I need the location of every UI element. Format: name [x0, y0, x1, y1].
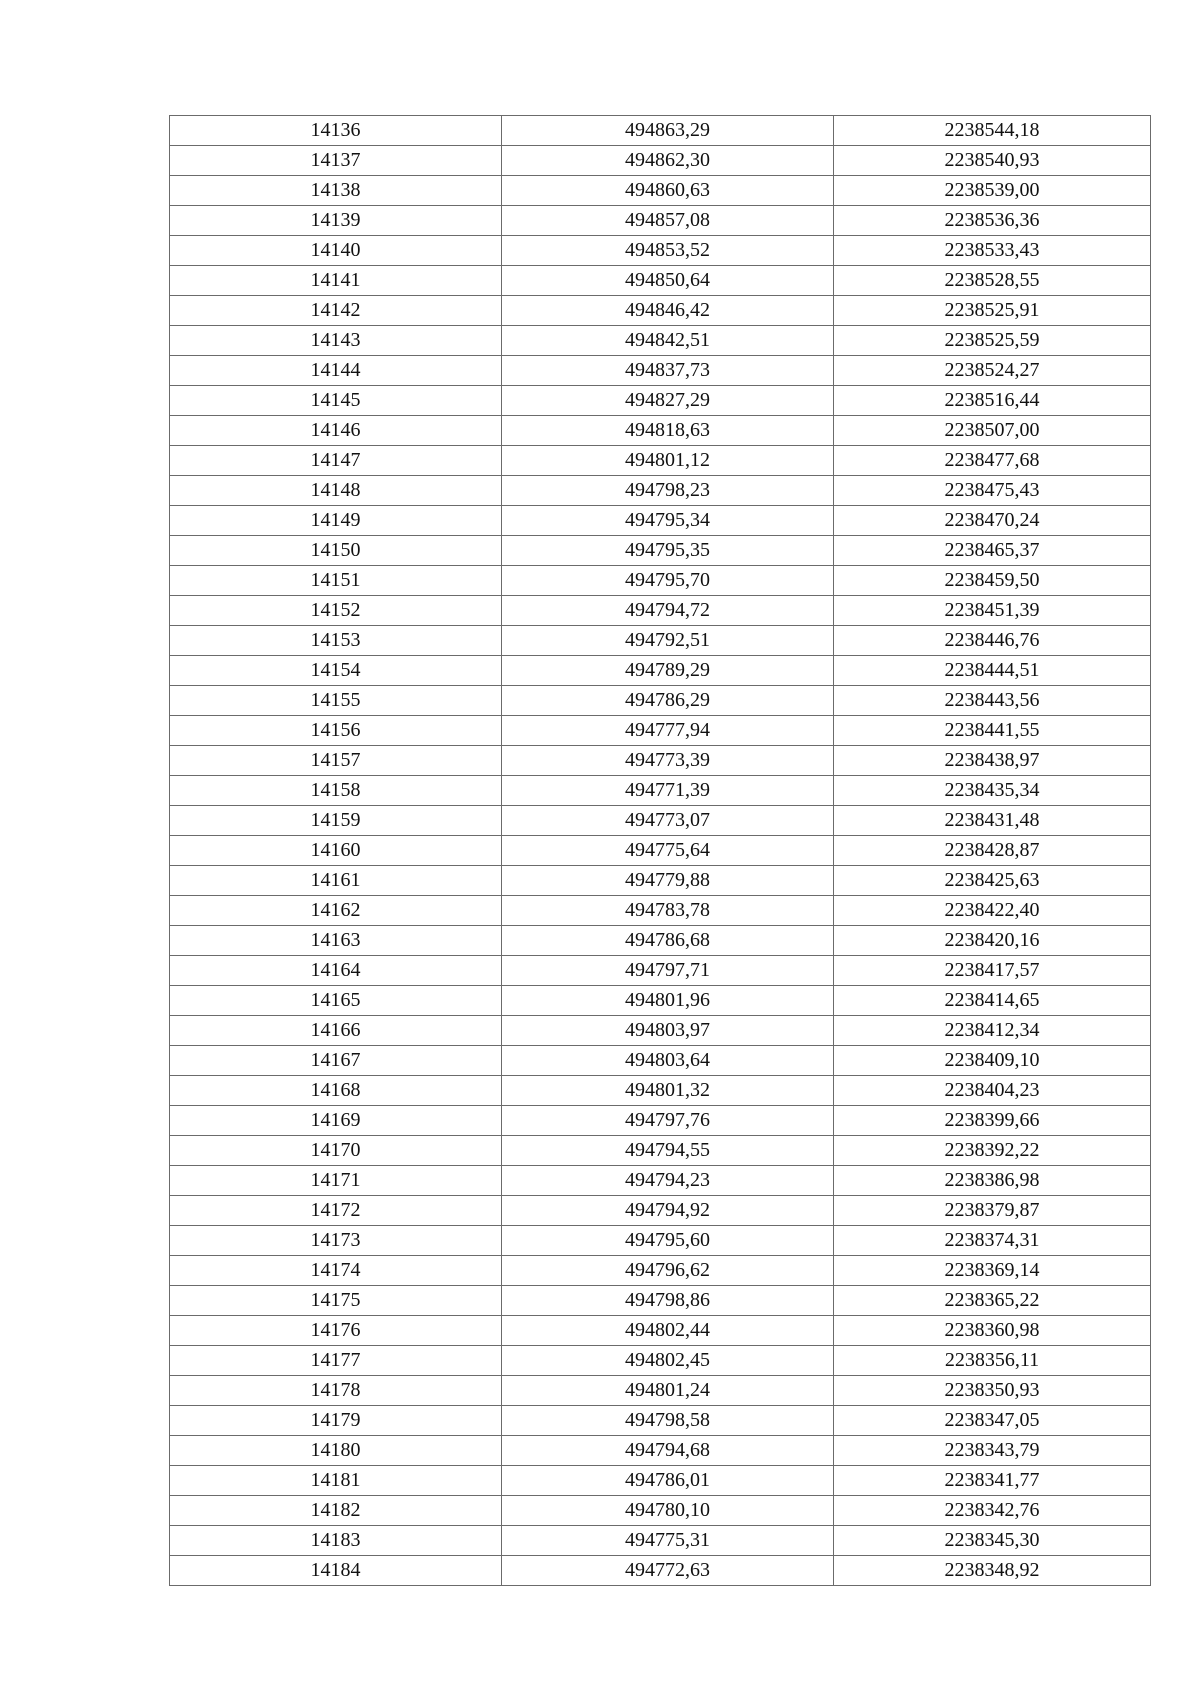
point-number-cell: 14161 — [170, 866, 502, 896]
y-coordinate-cell: 2238420,16 — [834, 926, 1151, 956]
x-coordinate-cell: 494780,10 — [502, 1496, 834, 1526]
y-coordinate-cell: 2238539,00 — [834, 176, 1151, 206]
x-coordinate-cell: 494783,78 — [502, 896, 834, 926]
table-row — [170, 926, 1151, 956]
y-coordinate-cell: 2238369,14 — [834, 1256, 1151, 1286]
table-row — [170, 1526, 1151, 1556]
point-number-cell: 14146 — [170, 416, 502, 446]
point-number-cell: 14160 — [170, 836, 502, 866]
y-coordinate-cell: 2238540,93 — [834, 146, 1151, 176]
y-coordinate-cell: 2238446,76 — [834, 626, 1151, 656]
table-row — [170, 1406, 1151, 1436]
point-number-cell: 14183 — [170, 1526, 502, 1556]
y-coordinate-cell: 2238341,77 — [834, 1466, 1151, 1496]
x-coordinate-cell: 494846,42 — [502, 296, 834, 326]
point-number-cell: 14182 — [170, 1496, 502, 1526]
point-number-cell: 14144 — [170, 356, 502, 386]
table-row — [170, 236, 1151, 266]
point-number-cell: 14154 — [170, 656, 502, 686]
table-row — [170, 1556, 1151, 1586]
y-coordinate-cell: 2238528,55 — [834, 266, 1151, 296]
x-coordinate-cell: 494777,94 — [502, 716, 834, 746]
x-coordinate-cell: 494795,35 — [502, 536, 834, 566]
table-row — [170, 266, 1151, 296]
point-number-cell: 14162 — [170, 896, 502, 926]
point-number-cell: 14174 — [170, 1256, 502, 1286]
table-row — [170, 416, 1151, 446]
y-coordinate-cell: 2238536,36 — [834, 206, 1151, 236]
x-coordinate-cell: 494860,63 — [502, 176, 834, 206]
y-coordinate-cell: 2238409,10 — [834, 1046, 1151, 1076]
y-coordinate-cell: 2238348,92 — [834, 1556, 1151, 1586]
point-number-cell: 14175 — [170, 1286, 502, 1316]
point-number-cell: 14165 — [170, 986, 502, 1016]
point-number-cell: 14148 — [170, 476, 502, 506]
table-row — [170, 476, 1151, 506]
y-coordinate-cell: 2238360,98 — [834, 1316, 1151, 1346]
table-row — [170, 1166, 1151, 1196]
x-coordinate-cell: 494837,73 — [502, 356, 834, 386]
table-row — [170, 1136, 1151, 1166]
y-coordinate-cell: 2238451,39 — [834, 596, 1151, 626]
y-coordinate-cell: 2238374,31 — [834, 1226, 1151, 1256]
point-number-cell: 14145 — [170, 386, 502, 416]
table-row — [170, 1016, 1151, 1046]
y-coordinate-cell: 2238342,76 — [834, 1496, 1151, 1526]
coordinates-table-body — [170, 116, 1151, 1586]
y-coordinate-cell: 2238438,97 — [834, 746, 1151, 776]
table-row — [170, 776, 1151, 806]
x-coordinate-cell: 494794,68 — [502, 1436, 834, 1466]
x-coordinate-cell: 494794,55 — [502, 1136, 834, 1166]
table-row — [170, 746, 1151, 776]
table-row — [170, 1076, 1151, 1106]
y-coordinate-cell: 2238399,66 — [834, 1106, 1151, 1136]
point-number-cell: 14167 — [170, 1046, 502, 1076]
y-coordinate-cell: 2238392,22 — [834, 1136, 1151, 1166]
x-coordinate-cell: 494795,34 — [502, 506, 834, 536]
point-number-cell: 14151 — [170, 566, 502, 596]
y-coordinate-cell: 2238379,87 — [834, 1196, 1151, 1226]
table-row — [170, 806, 1151, 836]
x-coordinate-cell: 494850,64 — [502, 266, 834, 296]
x-coordinate-cell: 494779,88 — [502, 866, 834, 896]
table-row — [170, 686, 1151, 716]
x-coordinate-cell: 494798,58 — [502, 1406, 834, 1436]
table-row — [170, 356, 1151, 386]
x-coordinate-cell: 494796,62 — [502, 1256, 834, 1286]
x-coordinate-cell: 494802,44 — [502, 1316, 834, 1346]
table-row — [170, 296, 1151, 326]
x-coordinate-cell: 494818,63 — [502, 416, 834, 446]
x-coordinate-cell: 494795,60 — [502, 1226, 834, 1256]
point-number-cell: 14169 — [170, 1106, 502, 1136]
x-coordinate-cell: 494792,51 — [502, 626, 834, 656]
x-coordinate-cell: 494863,29 — [502, 116, 834, 146]
point-number-cell: 14141 — [170, 266, 502, 296]
point-number-cell: 14168 — [170, 1076, 502, 1106]
point-number-cell: 14181 — [170, 1466, 502, 1496]
x-coordinate-cell: 494786,68 — [502, 926, 834, 956]
table-row — [170, 446, 1151, 476]
coordinates-table — [169, 115, 1151, 1586]
y-coordinate-cell: 2238525,91 — [834, 296, 1151, 326]
table-row — [170, 596, 1151, 626]
point-number-cell: 14180 — [170, 1436, 502, 1466]
point-number-cell: 14142 — [170, 296, 502, 326]
x-coordinate-cell: 494794,92 — [502, 1196, 834, 1226]
point-number-cell: 14136 — [170, 116, 502, 146]
x-coordinate-cell: 494827,29 — [502, 386, 834, 416]
point-number-cell: 14173 — [170, 1226, 502, 1256]
x-coordinate-cell: 494772,63 — [502, 1556, 834, 1586]
y-coordinate-cell: 2238412,34 — [834, 1016, 1151, 1046]
x-coordinate-cell: 494794,72 — [502, 596, 834, 626]
x-coordinate-cell: 494803,97 — [502, 1016, 834, 1046]
y-coordinate-cell: 2238365,22 — [834, 1286, 1151, 1316]
y-coordinate-cell: 2238345,30 — [834, 1526, 1151, 1556]
point-number-cell: 14150 — [170, 536, 502, 566]
table-row — [170, 506, 1151, 536]
table-row — [170, 1346, 1151, 1376]
point-number-cell: 14171 — [170, 1166, 502, 1196]
x-coordinate-cell: 494801,96 — [502, 986, 834, 1016]
point-number-cell: 14176 — [170, 1316, 502, 1346]
y-coordinate-cell: 2238459,50 — [834, 566, 1151, 596]
y-coordinate-cell: 2238428,87 — [834, 836, 1151, 866]
x-coordinate-cell: 494773,39 — [502, 746, 834, 776]
x-coordinate-cell: 494798,86 — [502, 1286, 834, 1316]
point-number-cell: 14164 — [170, 956, 502, 986]
y-coordinate-cell: 2238431,48 — [834, 806, 1151, 836]
y-coordinate-cell: 2238404,23 — [834, 1076, 1151, 1106]
point-number-cell: 14184 — [170, 1556, 502, 1586]
y-coordinate-cell: 2238516,44 — [834, 386, 1151, 416]
y-coordinate-cell: 2238435,34 — [834, 776, 1151, 806]
point-number-cell: 14179 — [170, 1406, 502, 1436]
point-number-cell: 14155 — [170, 686, 502, 716]
point-number-cell: 14140 — [170, 236, 502, 266]
x-coordinate-cell: 494775,64 — [502, 836, 834, 866]
x-coordinate-cell: 494798,23 — [502, 476, 834, 506]
y-coordinate-cell: 2238544,18 — [834, 116, 1151, 146]
table-row — [170, 986, 1151, 1016]
x-coordinate-cell: 494794,23 — [502, 1166, 834, 1196]
table-row — [170, 956, 1151, 986]
x-coordinate-cell: 494857,08 — [502, 206, 834, 236]
y-coordinate-cell: 2238350,93 — [834, 1376, 1151, 1406]
y-coordinate-cell: 2238507,00 — [834, 416, 1151, 446]
point-number-cell: 14149 — [170, 506, 502, 536]
table-row — [170, 1496, 1151, 1526]
y-coordinate-cell: 2238524,27 — [834, 356, 1151, 386]
x-coordinate-cell: 494862,30 — [502, 146, 834, 176]
table-row — [170, 866, 1151, 896]
x-coordinate-cell: 494803,64 — [502, 1046, 834, 1076]
point-number-cell: 14138 — [170, 176, 502, 206]
x-coordinate-cell: 494786,29 — [502, 686, 834, 716]
y-coordinate-cell: 2238417,57 — [834, 956, 1151, 986]
point-number-cell: 14158 — [170, 776, 502, 806]
table-row — [170, 626, 1151, 656]
x-coordinate-cell: 494797,71 — [502, 956, 834, 986]
table-row — [170, 1466, 1151, 1496]
table-row — [170, 836, 1151, 866]
y-coordinate-cell: 2238443,56 — [834, 686, 1151, 716]
table-row — [170, 536, 1151, 566]
y-coordinate-cell: 2238343,79 — [834, 1436, 1151, 1466]
point-number-cell: 14166 — [170, 1016, 502, 1046]
point-number-cell: 14170 — [170, 1136, 502, 1166]
table-row — [170, 326, 1151, 356]
table-row — [170, 1226, 1151, 1256]
point-number-cell: 14156 — [170, 716, 502, 746]
x-coordinate-cell: 494789,29 — [502, 656, 834, 686]
table-row — [170, 1046, 1151, 1076]
table-row — [170, 1106, 1151, 1136]
y-coordinate-cell: 2238477,68 — [834, 446, 1151, 476]
x-coordinate-cell: 494801,12 — [502, 446, 834, 476]
y-coordinate-cell: 2238525,59 — [834, 326, 1151, 356]
point-number-cell: 14137 — [170, 146, 502, 176]
table-row — [170, 116, 1151, 146]
y-coordinate-cell: 2238533,43 — [834, 236, 1151, 266]
table-row — [170, 1436, 1151, 1466]
point-number-cell: 14178 — [170, 1376, 502, 1406]
point-number-cell: 14159 — [170, 806, 502, 836]
table-row — [170, 1256, 1151, 1286]
point-number-cell: 14172 — [170, 1196, 502, 1226]
x-coordinate-cell: 494786,01 — [502, 1466, 834, 1496]
table-row — [170, 176, 1151, 206]
point-number-cell: 14153 — [170, 626, 502, 656]
point-number-cell: 14139 — [170, 206, 502, 236]
table-row — [170, 1196, 1151, 1226]
y-coordinate-cell: 2238414,65 — [834, 986, 1151, 1016]
table-row — [170, 386, 1151, 416]
x-coordinate-cell: 494842,51 — [502, 326, 834, 356]
y-coordinate-cell: 2238441,55 — [834, 716, 1151, 746]
table-row — [170, 1376, 1151, 1406]
y-coordinate-cell: 2238422,40 — [834, 896, 1151, 926]
x-coordinate-cell: 494797,76 — [502, 1106, 834, 1136]
x-coordinate-cell: 494801,32 — [502, 1076, 834, 1106]
point-number-cell: 14157 — [170, 746, 502, 776]
point-number-cell: 14143 — [170, 326, 502, 356]
point-number-cell: 14147 — [170, 446, 502, 476]
y-coordinate-cell: 2238470,24 — [834, 506, 1151, 536]
y-coordinate-cell: 2238386,98 — [834, 1166, 1151, 1196]
x-coordinate-cell: 494771,39 — [502, 776, 834, 806]
x-coordinate-cell: 494775,31 — [502, 1526, 834, 1556]
point-number-cell: 14163 — [170, 926, 502, 956]
point-number-cell: 14177 — [170, 1346, 502, 1376]
x-coordinate-cell: 494795,70 — [502, 566, 834, 596]
y-coordinate-cell: 2238465,37 — [834, 536, 1151, 566]
x-coordinate-cell: 494801,24 — [502, 1376, 834, 1406]
x-coordinate-cell: 494802,45 — [502, 1346, 834, 1376]
x-coordinate-cell: 494853,52 — [502, 236, 834, 266]
table-row — [170, 896, 1151, 926]
x-coordinate-cell: 494773,07 — [502, 806, 834, 836]
table-row — [170, 146, 1151, 176]
y-coordinate-cell: 2238356,11 — [834, 1346, 1151, 1376]
table-row — [170, 1316, 1151, 1346]
table-row — [170, 206, 1151, 236]
y-coordinate-cell: 2238444,51 — [834, 656, 1151, 686]
table-row — [170, 656, 1151, 686]
table-row — [170, 566, 1151, 596]
y-coordinate-cell: 2238425,63 — [834, 866, 1151, 896]
table-row — [170, 716, 1151, 746]
table-row — [170, 1286, 1151, 1316]
point-number-cell: 14152 — [170, 596, 502, 626]
y-coordinate-cell: 2238347,05 — [834, 1406, 1151, 1436]
y-coordinate-cell: 2238475,43 — [834, 476, 1151, 506]
